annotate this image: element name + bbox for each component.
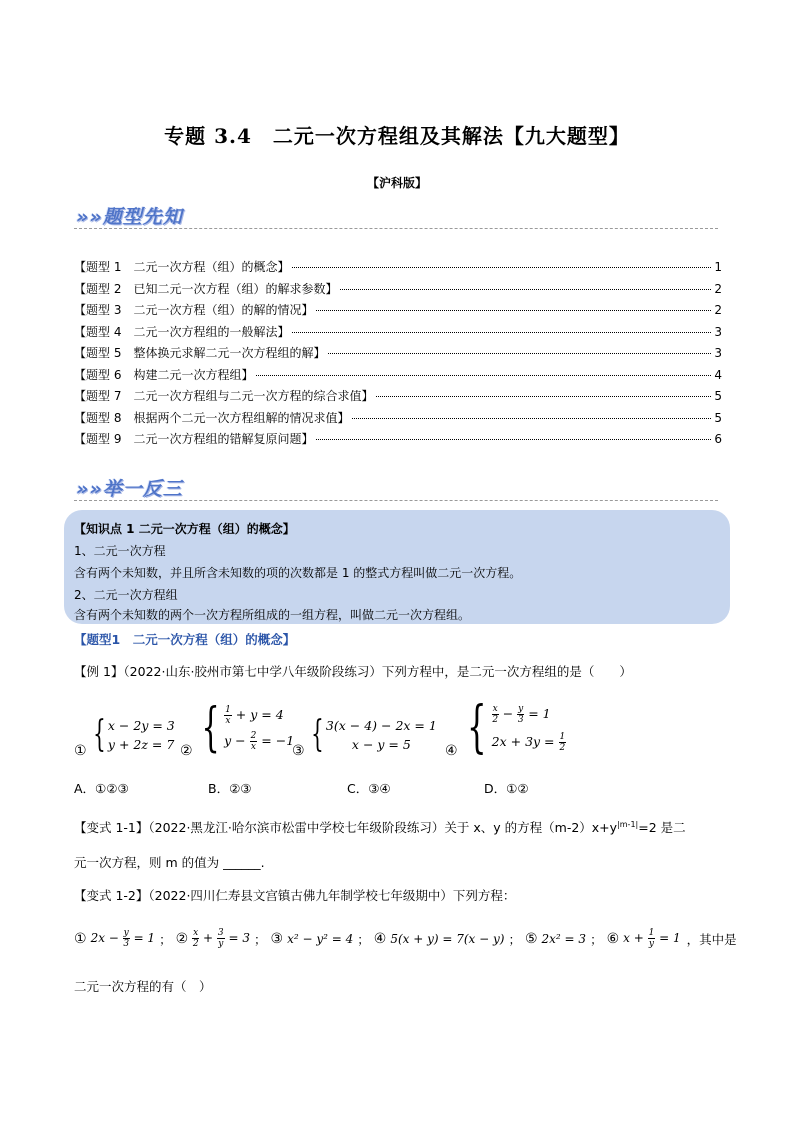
equation-system-3: { 3(x − 4) − 2x = 1 x − y = 5 [311,714,437,755]
toc-item[interactable]: 【题型 4 二元一次方程组的一般解法】 3 [74,324,722,339]
equation-system-1: { x − 2y = 3 y + 2z = 7 [93,714,175,755]
toc-item[interactable]: 【题型 9 二元一次方程组的错解复原问题】 6 [74,432,722,446]
toc-item[interactable]: 【题型 7 二元一次方程组与二元一次方程的综合求值】 5 [74,389,722,403]
knowledge-sub1: 1、二元一次方程 [74,544,166,558]
toc-item[interactable]: 【题型 3 二元一次方程（组）的解的情况】 2 [74,303,722,317]
variant-1-2-line1: 【变式 1-2】（2022·四川仁寿县文宫镇古佛九年制学校七年级期中）下列方程： [74,888,516,903]
type1-title: 【题型1 二元一次方程（组）的概念】 [74,632,296,647]
knowledge-text2: 含有两个未知数的两个一次方程所组成的一组方程，叫做二元一次方程组。 [74,608,471,622]
edition-label: 【沪科版】 [366,176,427,190]
option-a[interactable]: A．①②③ [74,781,129,796]
table-of-contents [74,258,722,452]
knowledge-sub2: 2、二元一次方程组 [74,588,178,602]
option-b[interactable]: B．②③ [208,781,252,796]
page-title: 专题 3.4 二元一次方程组及其解法【九大题型】 [164,124,630,148]
toc-item[interactable]: 【题型 8 根据两个二元一次方程组解的情况求值】 5 [74,410,722,425]
mark-3: ③ [292,743,305,759]
mark-2: ② [180,743,193,759]
knowledge-heading: 【知识点 1 二元一次方程（组）的概念】 [74,522,295,536]
option-c[interactable]: C．③④ [347,781,391,796]
banner-type-preview: »»题型先知 [76,206,183,228]
toc-item[interactable]: 【题型 5 整体换元求解二元一次方程组的解】 3 [74,346,722,360]
toc-item[interactable]: 【题型 6 构建二元一次方程组】 4 [74,367,722,382]
banner-examples: »»举一反三 [76,478,183,500]
mark-1: ① [74,743,87,759]
variant-1-2-line3: 二元一次方程的有（ ） [74,979,212,994]
example1-stem: 【例 1】（2022·山东·胶州市第七中学八年级阶段练习）下列方程中，是二元一次方程组的是（ ） [74,664,632,679]
equation-system-2: { $\frac{1}{x}$ + y = 4 y − $\frac{2}{x}$ = −1 [201,698,295,758]
variant-1-1-line1: 【变式 1-1】（2022·黑龙江·哈尔滨市松雷中学校七年级阶段练习）关于 x、y 的方程$(m-2)x+y^{|m-1|}=2$ 是二 [74,819,686,835]
variant-1-2-equations: ① 2x − $\frac{y}{3}$ = 1 ； ② $\frac{x}{2}$ + $\frac{3}{y}$ = 3 ； ③ x² − y² = 4 ； ④ 5(x + y) = 7(x − y) ； ⑤ 2x² = 3 ； ⑥ x + $\frac{1}{y}$ = 1 ，其中是 [74,928,737,949]
variant-1-1-line2: 元一次方程，则 m 的值为 ______. [74,855,265,870]
knowledge-box [64,510,730,624]
divider [74,228,718,229]
toc-item[interactable]: 【题型 2 已知二元一次方程（组）的解求参数】 2 [74,281,722,296]
divider [74,500,718,501]
mark-4: ④ [445,743,458,759]
equation-system-4: { $\frac{x}{2}$ − $\frac{y}{3}$ = 1 2x + 3y = $\frac{1}{2}$ [467,695,566,760]
option-d[interactable]: D．①② [484,781,529,796]
knowledge-text1: 含有两个未知数，并且所含未知数的项的次数都是 1 的整式方程叫做二元一次方程。 [74,566,522,580]
toc-item[interactable]: 【题型 1 二元一次方程（组）的概念】 1 [74,260,722,274]
